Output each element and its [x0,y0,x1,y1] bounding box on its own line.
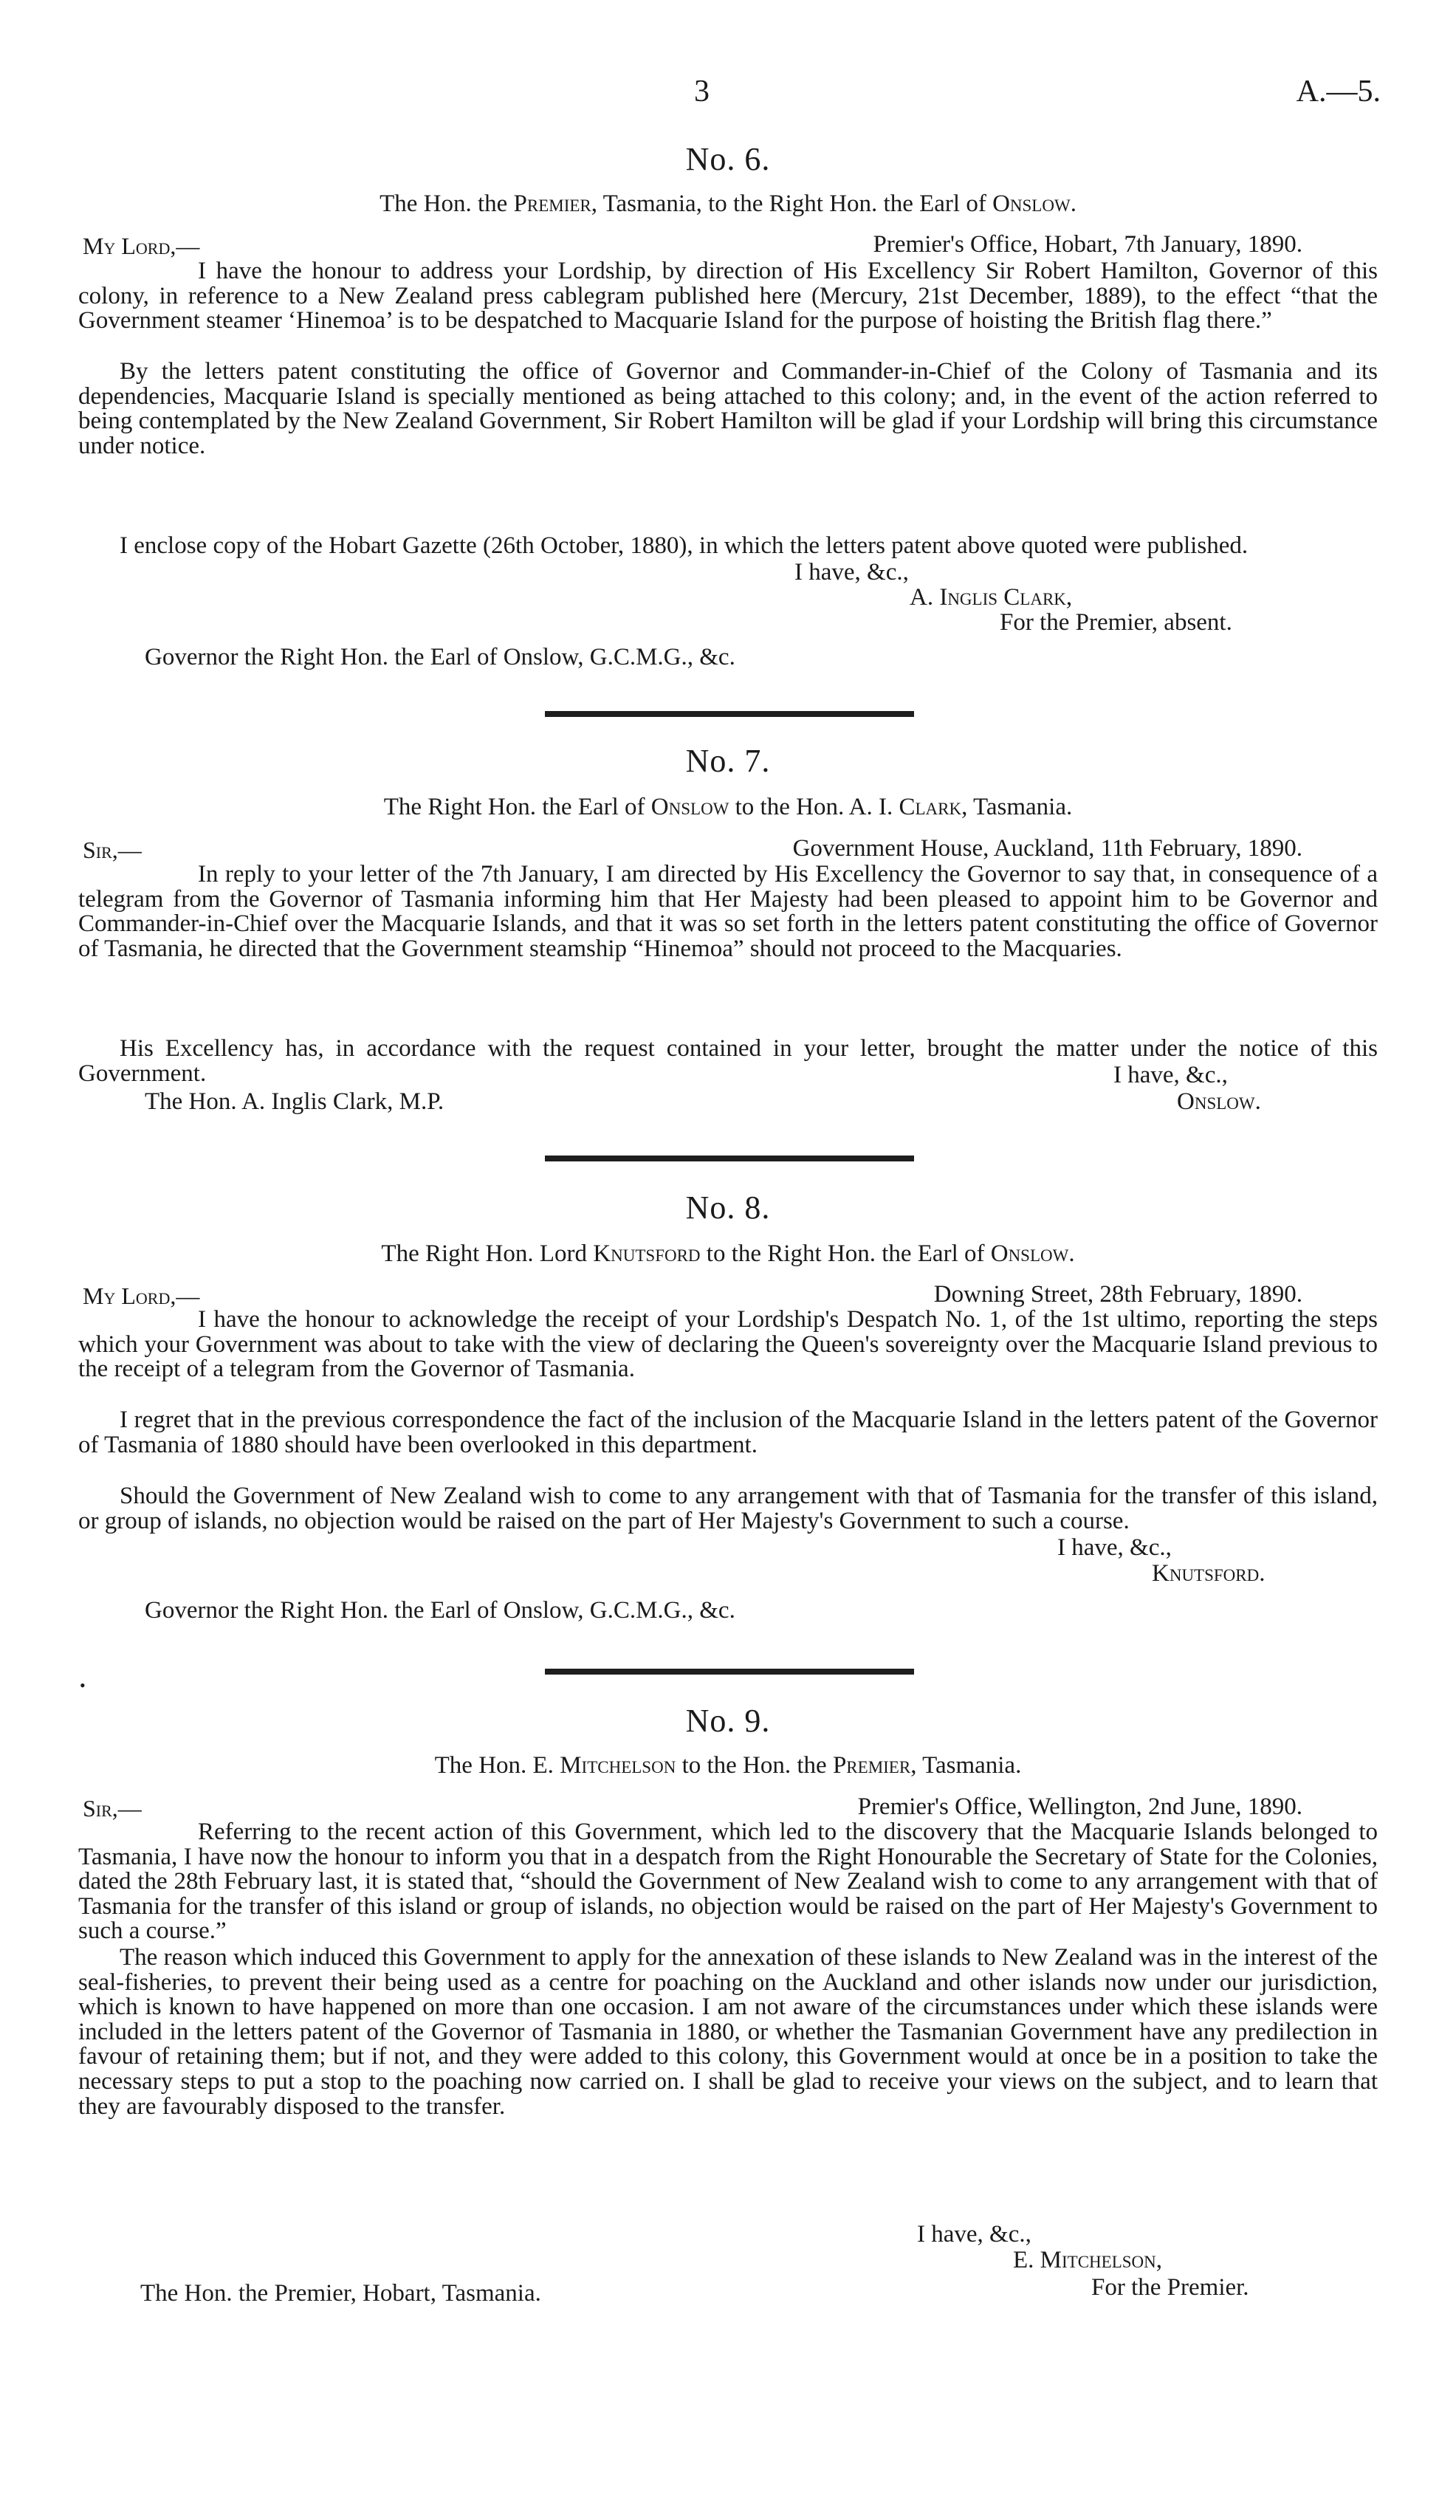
salutation: My Lord,— [83,1283,200,1309]
place-date: Government House, Auckland, 11th February, 1890. [792,835,1302,862]
closing: I have, &c., [1057,1534,1172,1561]
place-date: Premier's Office, Hobart, 7th January, 1890. [873,231,1302,258]
letter-number: No. 9. [685,1703,771,1739]
signature: Onslow. [1177,1088,1261,1115]
addressee: Governor the Right Hon. the Earl of Onslow, G.C.M.G., &c. [145,644,735,670]
page-number: 3 [694,75,710,109]
signature: A. Inglis Clark, [910,584,1073,611]
letter-number: No. 6. [685,141,771,177]
margin-mark: • [80,1676,86,1695]
section-divider [545,1669,914,1675]
paragraph: The reason which induced this Government to apply for the annexation of these islands to New Zealand was in the interest of the seal-fisheries, to prevent their being used as a centre for poaching on the Auckland and other islands now under our jurisdiction, which is known to have happened on more than one occasion. I am not aware of the circumstances under which these islands were included in the letters patent of the Governor of Tasmania in 1880, or whether the Tasmanian Government have any predilection in favour of retaining them; but if not, and they were added to this colony, this Government would at once be in a position to take the necessary steps to put a stop to the poaching now carried on. I shall be glad to receive your views on the subject, and to learn that they are favourably disposed to the transfer. [78,1944,1378,2120]
signature: E. Mitchelson, [1013,2247,1163,2273]
letter-heading: The Right Hon. Lord Knutsford to the Right Hon. the Earl of Onslow. [381,1240,1075,1267]
section-divider [545,1156,914,1161]
salutation: Sir,— [83,837,142,863]
place-date: Premier's Office, Wellington, 2nd June, 1890. [857,1793,1302,1820]
letter-heading: The Hon. E. Mitchelson to the Hon. the Premier, Tasmania. [434,1752,1022,1779]
letter-heading: The Hon. the Premier, Tasmania, to the Right Hon. the Earl of Onslow. [380,190,1076,217]
signature-note: For the Premier, absent. [1000,609,1232,636]
paragraph: His Excellency has, in accordance with the request contained in your letter, brought the matter under the notice of this Government. [78,1035,1378,1087]
salutation: My Lord,— [83,233,200,259]
salutation: Sir,— [83,1795,142,1822]
paragraph: By the letters patent constituting the office of Governor and Commander-in-Chief of the Colony of Tasmania and its dependencies, Macquarie Island is specially mentioned as being attached to this colony; and, in the event of the action referred to being contemplated by the New Zealand Government, Sir Robert Hamilton will be glad if your Lordship will bring this circumstance under notice. [78,358,1378,459]
paragraph: I regret that in the previous correspondence the fact of the inclusion of the Macquarie Island in the letters patent of the Governor of Tasmania of 1880 should have been overlooked in this department. [78,1407,1378,1458]
page-reference: A.—5. [1296,75,1381,109]
paragraph: I enclose copy of the Hobart Gazette (26th October, 1880), in which the letters patent above quoted were published. [120,532,1249,559]
closing: I have, &c., [794,559,909,586]
paragraph: Referring to the recent action of this Government, which led to the discovery that the Macquarie Islands belonged to Tasmania, I have now the honour to inform you that in a despatch from the Right Honourable the Secretary of State for the Colonies, dated the 28th February last, it is stated that, “should the Government of New Zealand wish to come to any arrangement with that of Tasmania for the transfer of this island or group of islands, no objection would be raised on the part of Her Majesty's Government to such a course.” [78,1819,1378,1945]
letter-number: No. 8. [685,1189,771,1226]
addressee: The Hon. the Premier, Hobart, Tasmania. [140,2280,541,2307]
letter-number: No. 7. [685,743,771,779]
closing: I have, &c., [1113,1062,1228,1088]
signature-note: For the Premier. [1091,2274,1249,2301]
place-date: Downing Street, 28th February, 1890. [933,1281,1302,1308]
paragraph: In reply to your letter of the 7th January, I am directed by His Excellency the Governor to say that, in consequence of a telegram from the Governor of Tasmania informing him that Her Majesty had been pleased to appoint him to be Governor and Commander-in-Chief over the Macquarie Islands, and that it was so set forth in the letters patent constituting the office of Governor of Tasmania, he directed that the Government steamship “Hinemoa” should not proceed to the Macquaries. [78,861,1378,962]
letter-heading: The Right Hon. the Earl of Onslow to the Hon. A. I. Clark, Tasmania. [383,794,1073,820]
paragraph: Should the Government of New Zealand wish to come to any arrangement with that of Tasmania for the transfer of this island, or group of islands, no objection would be raised on the part of Her Majesty's Government to such a course. [78,1483,1378,1534]
signature: Knutsford. [1152,1560,1266,1587]
paragraph: I have the honour to acknowledge the receipt of your Lordship's Despatch No. 1, of the 1st ultimo, reporting the steps which your Government was about to take with the view of declaring the Queen's sovereignty over the Macquarie Island previous to the receipt of a telegram from the Governor of Tasmania. [78,1306,1378,1383]
closing: I have, &c., [917,2221,1031,2248]
addressee: Governor the Right Hon. the Earl of Onslow, G.C.M.G., &c. [145,1597,735,1624]
paragraph: I have the honour to address your Lordship, by direction of His Excellency Sir Robert Hamilton, Governor of this colony, in reference to a New Zealand press cablegram published here (Mercury, 21st December, 1889), to the effect “that the Government steamer ‘Hinemoa’ is to be despatched to Macquarie Island for the purpose of hoisting the British flag there.” [78,258,1378,334]
section-divider [545,711,914,717]
addressee: The Hon. A. Inglis Clark, M.P. [145,1088,444,1115]
